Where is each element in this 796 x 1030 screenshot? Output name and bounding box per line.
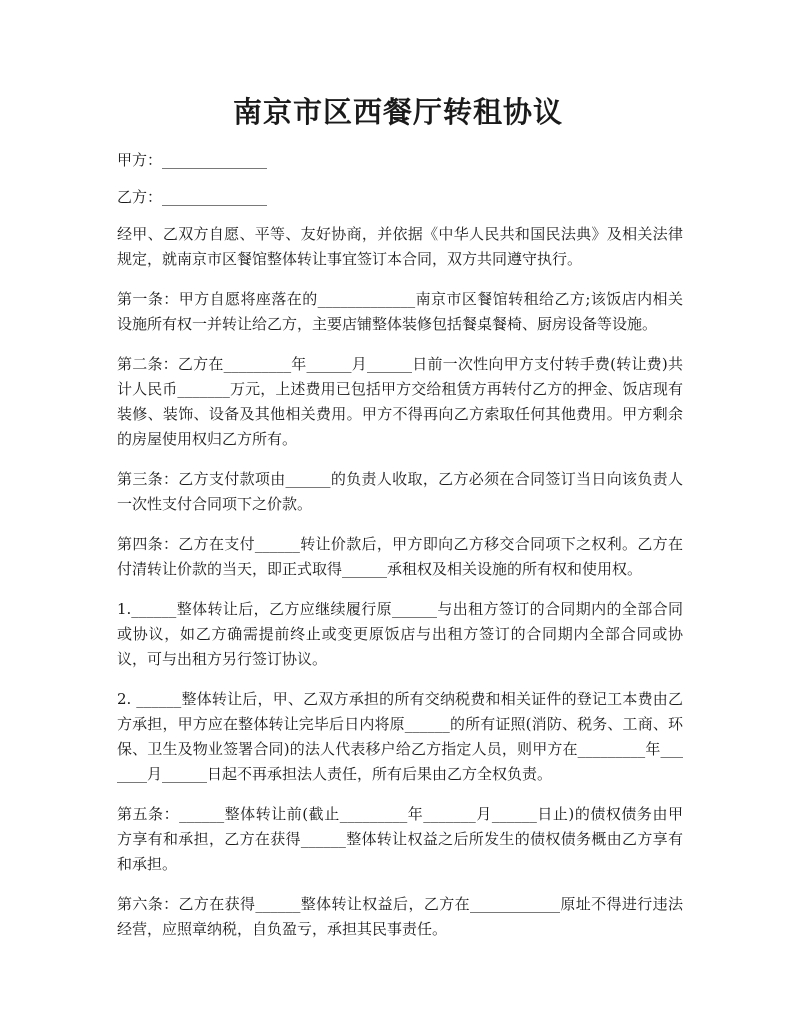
- document-title: 南京市区西餐厅转租协议: [232, 95, 563, 129]
- article-3: 第三条：乙方支付款项由______的负责人收取，乙方必须在合同签订当日向该负责人一次性支付合同项下之价款。: [117, 470, 683, 513]
- party-a-line: 甲方：______________: [117, 151, 268, 169]
- intro-paragraph: 经甲、乙双方自愿、平等、友好协商，并依据《中华人民共和国民法典》及相关法律规定，就南京市区餐馆整体转让事宜签订本合同，双方共同遵守执行。: [117, 225, 683, 268]
- item-2: 2. ______整体转让后，甲、乙双方承担的所有交纳税费和相关证件的登记工本费由乙方承担，甲方应在整体转让完毕后日内将原______的所有证照(消防、税务、工商、环保、卫生及物业签署合同)的法人代表移户给乙方指定人员，则甲方在_________年_______月______日起不再承担法人责任，所有后果由乙方全权负责。: [117, 690, 683, 783]
- party-b-line: 乙方：______________: [117, 188, 268, 206]
- article-6: 第六条：乙方在获得______整体转让权益后，乙方在____________原址不得进行违法经营，应照章纳税，自负盈亏，承担其民事责任。: [117, 895, 683, 938]
- article-4: 第四条：乙方在支付______转让价款后，甲方即向乙方移交合同项下之权利。乙方在付清转让价款的当天，即正式取得______承租权及相关设施的所有权和使用权。: [117, 535, 683, 578]
- document-body: [117, 148, 683, 957]
- article-2: 第二条：乙方在_________年______月______日前一次性向甲方支付转手费(转让费)共计人民币_______万元，上述费用已包括甲方交给租赁方再转付乙方的押金、饭店现有装修、装饰、设备及其他相关费用。甲方不得再向乙方索取任何其他费用。甲方剩余的房屋使用权归乙方所有。: [117, 355, 683, 448]
- article-1: 第一条：甲方自愿将座落在的_____________南京市区餐馆转租给乙方;该饭店内相关设施所有权一并转让给乙方，主要店铺整体装修包括餐桌餐椅、厨房设备等设施。: [117, 290, 683, 333]
- article-5: 第五条：______整体转让前(截止_________年_______月______日止)的债权债务由甲方享有和承担，乙方在获得______整体转让权益之后所发生的债权债务概由乙方享有和承担。: [117, 805, 683, 873]
- item-1: 1.______整体转让后，乙方应继续履行原______与出租方签订的合同期内的全部合同或协议，如乙方确需提前终止或变更原饭店与出租方签订的合同期内全部合同或协议，可与出租方另行签订协议。: [117, 600, 683, 668]
